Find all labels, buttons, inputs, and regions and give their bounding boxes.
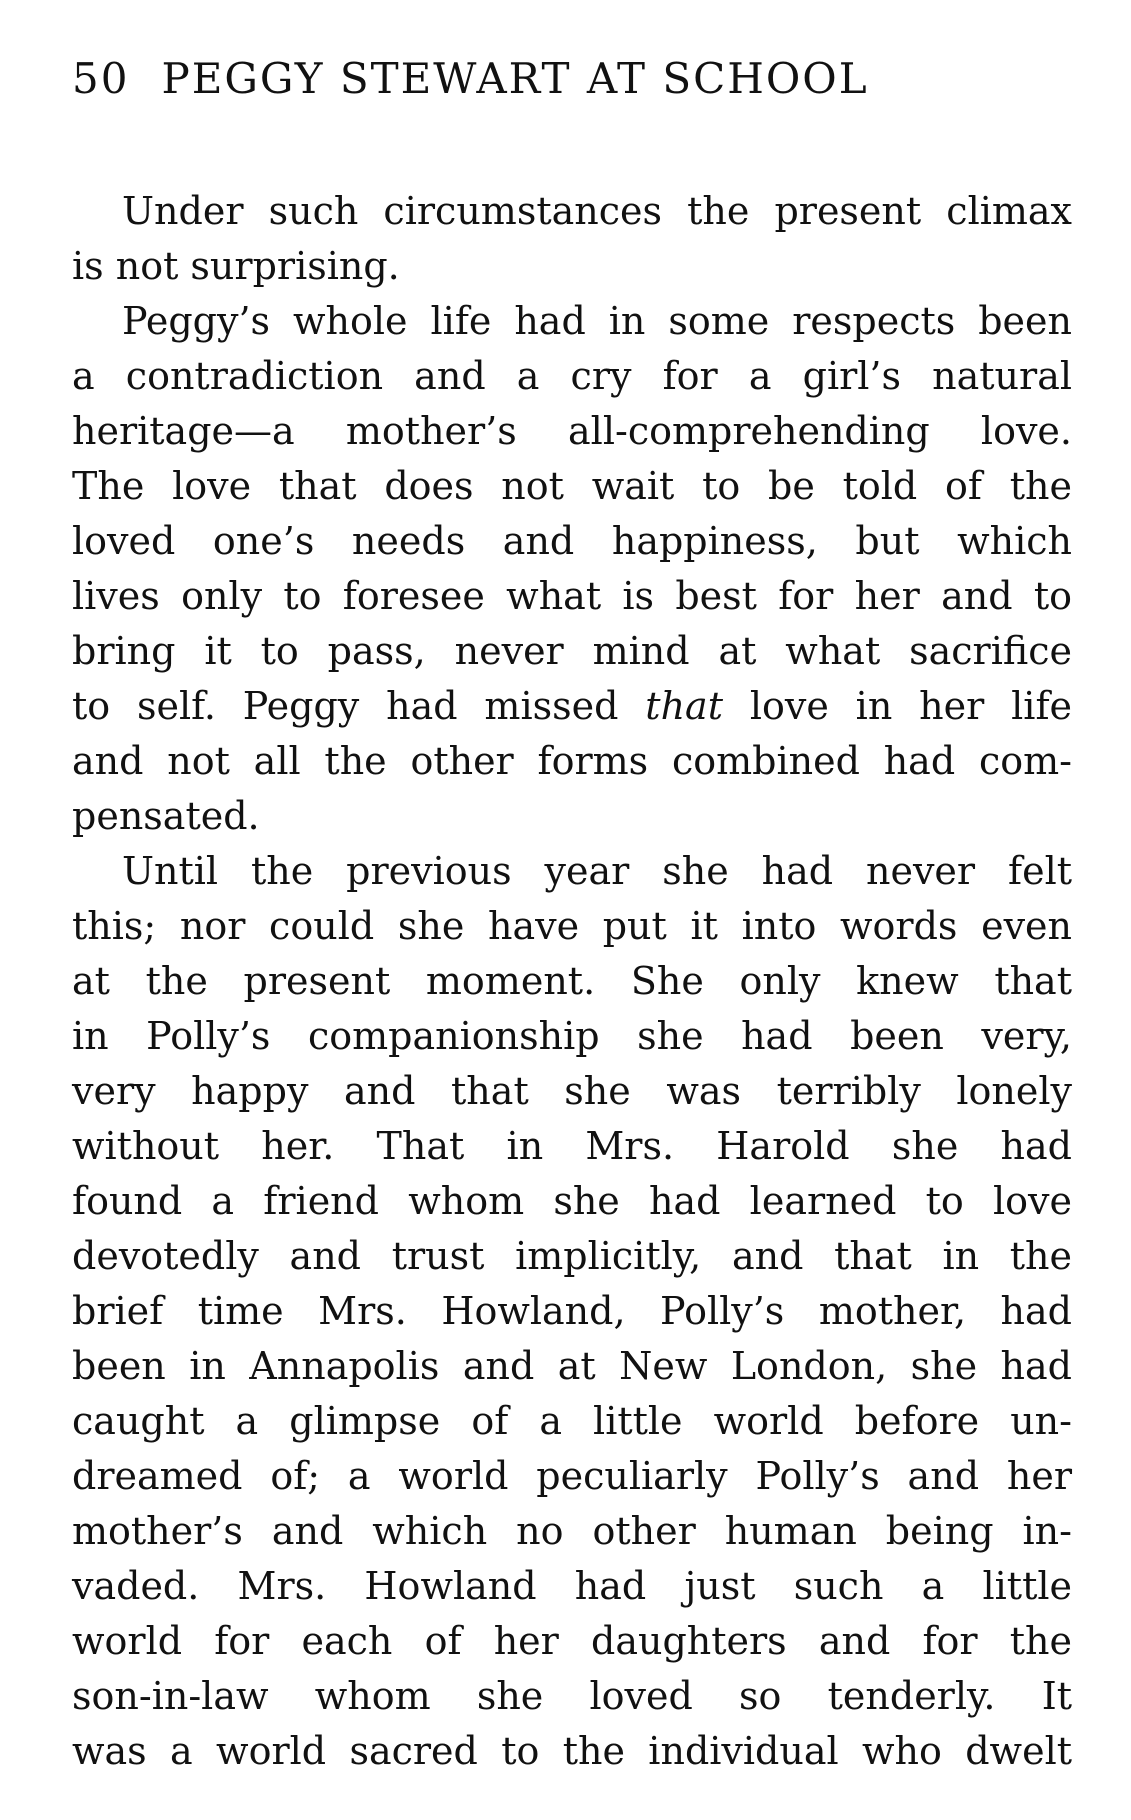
text-line: The love that does not wait to be told of the <box>72 464 1072 508</box>
body-text <box>72 184 1072 1779</box>
page-number: 50 <box>72 54 130 103</box>
text-line: pensated. <box>72 794 260 838</box>
text-line: and not all the other forms combined had com- <box>72 739 1072 783</box>
paragraph <box>72 294 1072 844</box>
text-line: was a world sacred to the individual who dwelt <box>72 1729 1072 1773</box>
text-line: in Polly’s companionship she had been very, <box>72 1014 1072 1058</box>
running-title: PEGGY STEWART AT SCHOOL <box>161 54 869 103</box>
text-line: loved one’s needs and happiness, but which <box>72 519 1072 563</box>
text-line: dreamed of; a world peculiarly Polly’s and her <box>72 1454 1072 1498</box>
running-head <box>72 44 1072 114</box>
text-line: been in Annapolis and at New London, she had <box>72 1344 1072 1388</box>
text-line: mother’s and which no other human being in- <box>72 1509 1072 1553</box>
text-line: this; nor could she have put it into words even <box>72 904 1072 948</box>
text-segment: love in her life <box>722 684 1072 728</box>
text-line: brief time Mrs. Howland, Polly’s mother, had <box>72 1289 1072 1333</box>
text-line: world for each of her daughters and for the <box>72 1619 1072 1663</box>
text-line: caught a glimpse of a little world before un- <box>72 1399 1072 1443</box>
text-line: son-in-law whom she loved so tenderly. It <box>72 1674 1072 1718</box>
emphasized-word: that <box>645 684 723 728</box>
text-segment: to self. Peggy had missed <box>72 684 646 728</box>
text-line: a contradiction and a cry for a girl’s natural <box>72 354 1072 398</box>
text-line: found a friend whom she had learned to love <box>72 1179 1072 1223</box>
paragraph <box>72 844 1072 1779</box>
text-line: at the present moment. She only knew that <box>72 959 1072 1003</box>
text-line: is not surprising. <box>72 244 400 288</box>
text-line: very happy and that she was terribly lonely <box>72 1069 1072 1113</box>
text-line: devotedly and trust implicitly, and that in the <box>72 1234 1072 1278</box>
text-line: lives only to foresee what is best for her and to <box>72 574 1072 618</box>
text-line: heritage—a mother’s all-comprehending love. <box>72 409 1072 453</box>
text-line: Until the previous year she had never felt <box>122 849 1072 893</box>
text-line-with-emphasis <box>72 679 1072 734</box>
text-line: without her. That in Mrs. Harold she had <box>72 1124 1072 1168</box>
paragraph <box>72 184 1072 294</box>
book-page <box>72 44 1072 1779</box>
text-line: vaded. Mrs. Howland had just such a little <box>72 1564 1072 1608</box>
text-line: Under such circumstances the present climax <box>122 189 1072 233</box>
text-line: Peggy’s whole life had in some respects been <box>122 299 1072 343</box>
text-line: bring it to pass, never mind at what sacrifice <box>72 629 1072 673</box>
